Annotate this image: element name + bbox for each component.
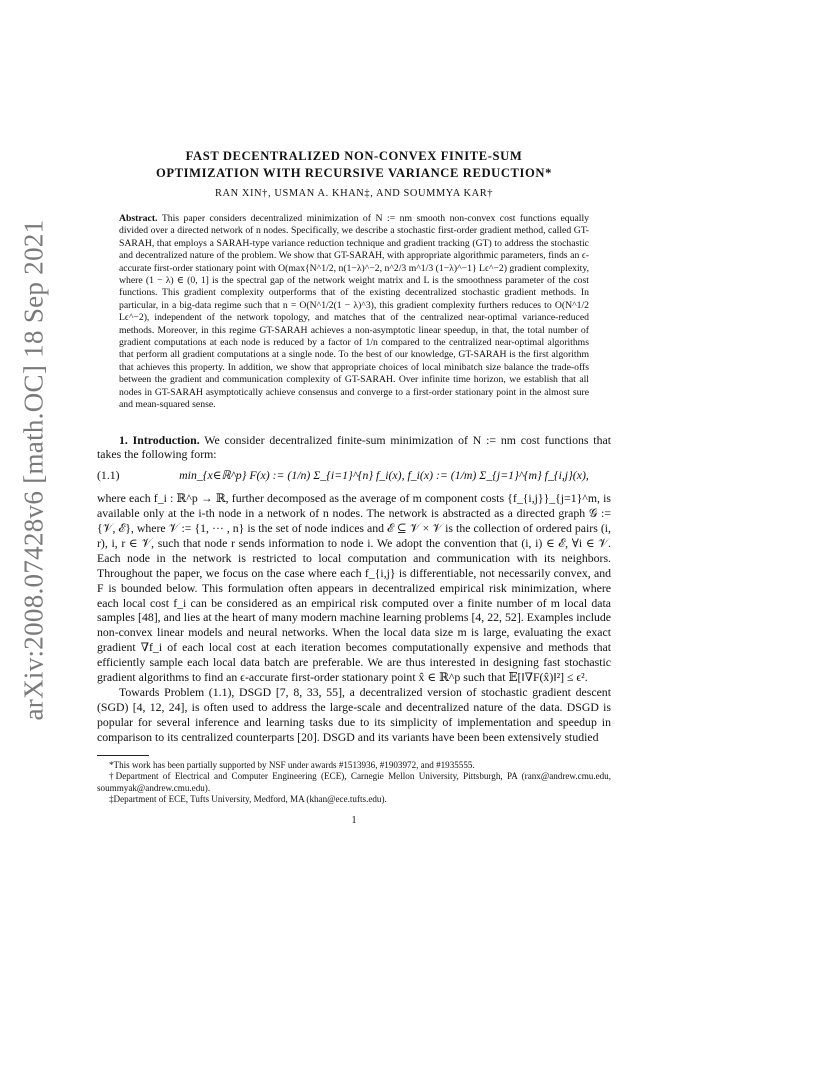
paragraph-1: where each f_i : ℝ^p → ℝ, further decomposed as the average of m component costs {f_{i,j}}_{j=1}^m, is available only at the i-th node in a network of n nodes. The network is abstracted as a directed graph 𝒢 := {𝒱, ℰ}, where 𝒱 := {1, ··· , n} is the set of node indices and ℰ ⊆ 𝒱 × 𝒱 is the collection of ordered pairs (i, r), i, r ∈ 𝒱, such that node r sends information to node i. We adopt the convention that (i, i) ∈ ℰ, ∀i ∈ 𝒱. Each node in the network is restricted to local computation and communication with its neighbors. Throughout the paper, we focus on the case where each f_{i,j} is differentiable, not necessarily convex, and F is bounded below. This formulation often appears in decentralized empirical risk minimization, where each local cost f_i can be considered as an empirical risk computed over a finite number of m local data samples [48], and lies at the heart of many modern machine learning problems [4, 22, 52]. Examples include non-convex linear models and neural networks. When the local data size m is large, evaluating the exact gradient ∇f_i of each local cost at each iteration becomes computationally expensive and methods that efficiently sample each local data batch are preferable. We are thus interested in designing fast stochastic gradient algorithms to find an ϵ-accurate first-order stationary point x̂ ∈ ℝ^p such that 𝔼[‖∇F(x̂)‖²] ≤ ϵ².: [97, 491, 611, 685]
paper-page: [97, 140, 611, 829]
introduction-section: [97, 433, 611, 829]
equation-body: min_{x∈ℝ^p} F(x) := (1/n) Σ_{i=1}^{n} f_i(x), f_i(x) := (1/m) Σ_{j=1}^{m} f_{i,j}(x),: [179, 468, 589, 483]
arxiv-stamp: [14, 219, 54, 721]
paragraph-2: Towards Problem (1.1), DSGD [7, 8, 33, 55], a decentralized version of stochastic gradient descent (SGD) [4, 12, 24], is often used to address the large-scale and decentralized nature of the data. DSGD is popular for several inference and learning tasks due to its simplicity of implementation and speedup in comparison to its centralized counterparts [20]. DSGD and its variants have been been extensively studied: [97, 685, 611, 744]
footnote-rule: [97, 755, 149, 756]
equation-number: (1.1): [97, 468, 120, 483]
title-line-1: FAST DECENTRALIZED NON-CONVEX FINITE-SUM: [185, 149, 523, 163]
paper-title: [97, 148, 611, 182]
equation-1-1: [97, 468, 611, 483]
footnotes: [97, 760, 611, 806]
page-number: 1: [351, 815, 357, 826]
footnote-3: ‡Department of ECE, Tufts University, Medford, MA (khan@ece.tufts.edu).: [109, 794, 387, 805]
author-list: RAN XIN†, USMAN A. KHAN‡, AND SOUMMYA KAR†: [214, 188, 494, 199]
abstract-text: This paper considers decentralized minimization of N := nm smooth non-convex cost functions equally divided over a directed network of n nodes. Specifically, we describe a stochastic first-order gradient method, called GT-SARAH, that employs a SARAH-type variance reduction technique and gradient tracking (GT) to address the stochastic and decentralized nature of the problem. We show that GT-SARAH, with appropriate algorithmic parameters, finds an ϵ-accurate first-order stationary point with O(max{N^1/2, n(1−λ)^−2, n^2/3 m^1/3 (1−λ)^−1} Lϵ^−2) gradient complexity, where (1 − λ) ∈ (0, 1] is the spectral gap of the network weight matrix and L is the smoothness parameter of the cost functions. This gradient complexity outperforms that of the existing decentralized stochastic gradient methods. In particular, in a big-data regime such that n = O(N^1/2(1 − λ)^3), this gradient complexity furthers reduces to O(N^1/2 Lϵ^−2), independent of the network topology, and matches that of the centralized near-optimal variance-reduced methods. Moreover, in this regime GT-SARAH achieves a non-asymptotic linear speedup, in that, the total number of gradient computations at each node is reduced by a factor of 1/n compared to the centralized near-optimal algorithms that perform all gradient computations at a single node. To the best of our knowledge, GT-SARAH is the first algorithm that achieves this property. In addition, we show that appropriate choices of local minibatch size balance the trade-offs between the gradient and communication complexity of GT-SARAH. Over infinite time horizon, we establish that all nodes in GT-SARAH asymptotically achieve consensus and converge to a first-order stationary point in the almost sure and mean-squared sense.: [119, 213, 589, 411]
abstract-label: Abstract.: [119, 213, 158, 224]
arxiv-stamp-text: arXiv:2008.07428v6 [math.OC] 18 Sep 2021: [18, 219, 49, 721]
section-heading: 1. Introduction.: [119, 432, 200, 447]
intro-lead: We consider decentralized finite-sum minimization of N := nm cost functions that takes the following form:: [97, 432, 611, 462]
footnote-2: †Department of Electrical and Computer Engineering (ECE), Carnegie Mellon University, Pittsburgh, PA (ranx@andrew.cmu.edu, soummyak@andrew.cmu.edu).: [97, 771, 611, 793]
abstract: [119, 213, 589, 412]
title-line-2: OPTIMIZATION WITH RECURSIVE VARIANCE REDUCTION*: [155, 166, 553, 180]
footnote-1: *This work has been partially supported by NSF under awards #1513936, #1903972, and #1935555.: [109, 759, 475, 770]
